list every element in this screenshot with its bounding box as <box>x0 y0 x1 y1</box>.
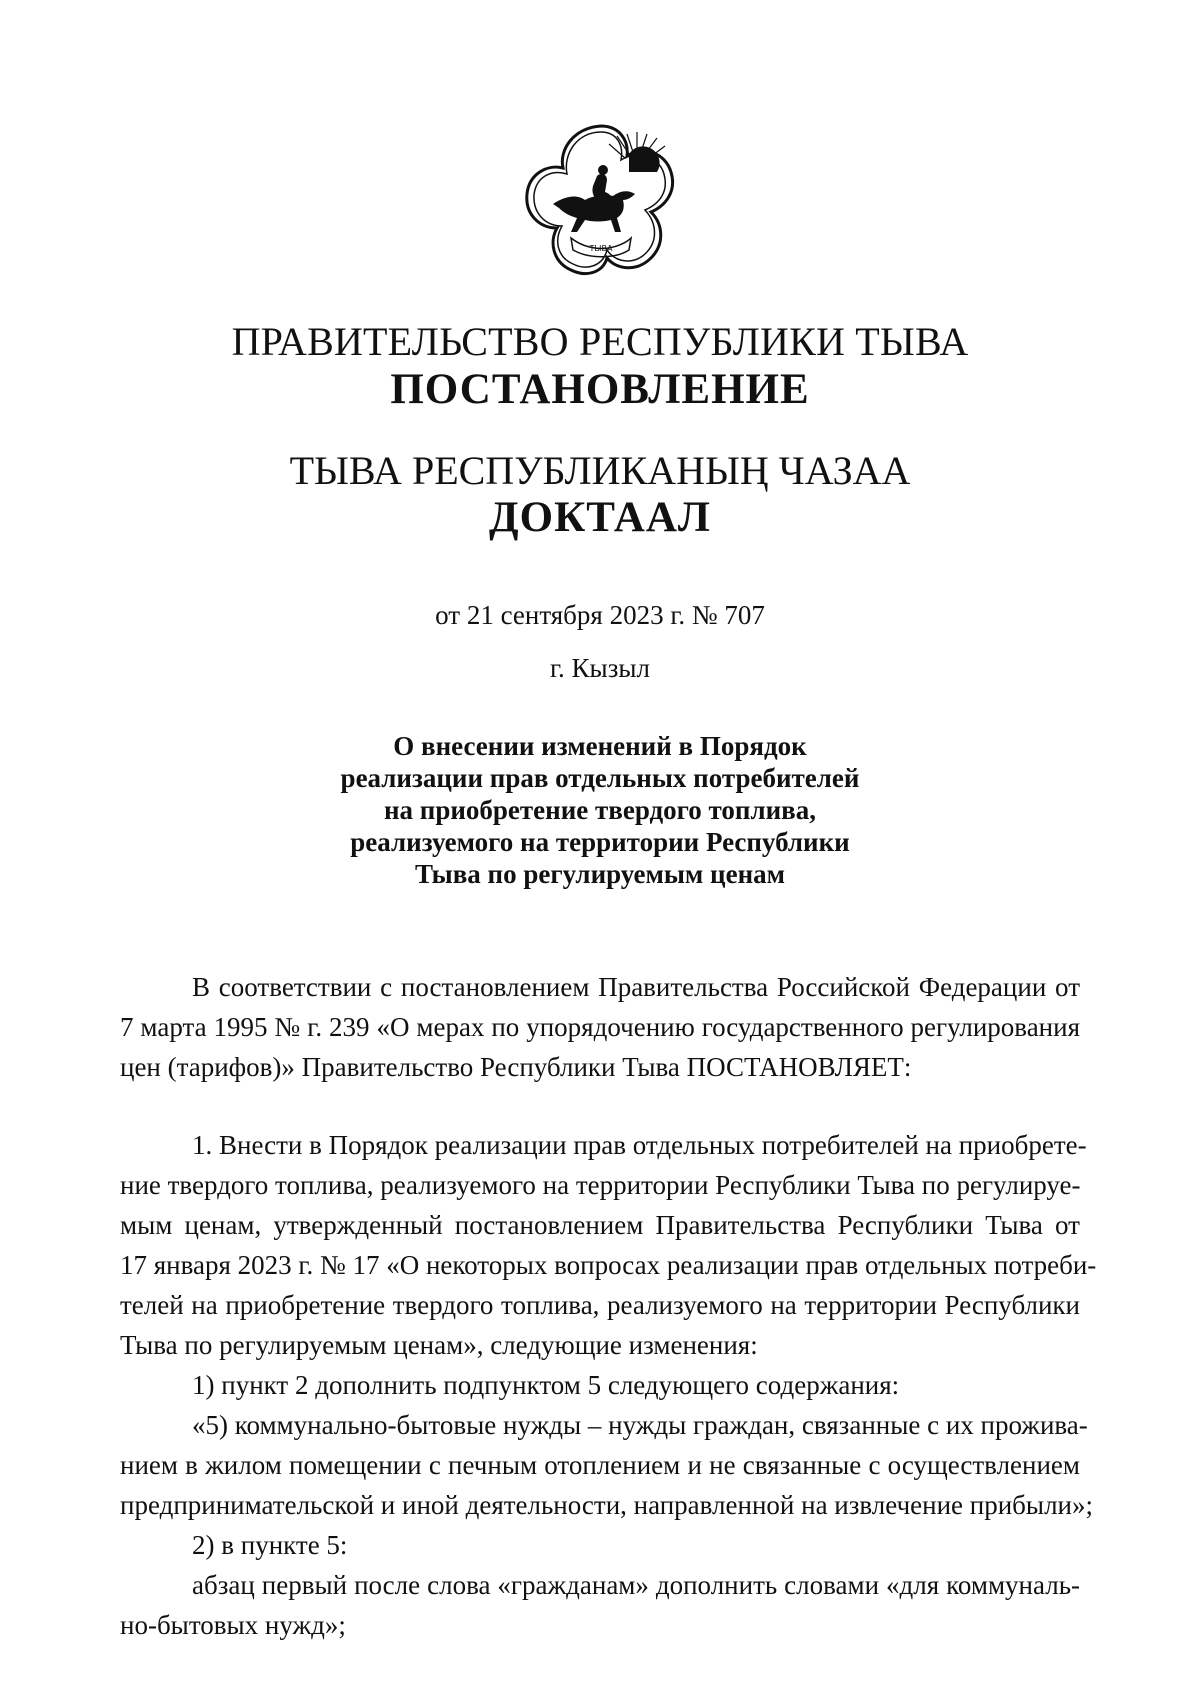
subitem1-heading: 1) пункт 2 дополнить подпунктом 5 следующего содержания: <box>192 1370 900 1400</box>
document-date-number: от 21 сентября 2023 г. № 707 <box>435 600 765 630</box>
subitem1-line: «5) коммунально-бытовые нужды – нужды граждан, связанные с их прожива- <box>192 1410 1088 1440</box>
subject-line: реализации прав отдельных потребителей <box>340 763 860 793</box>
subject-line: Тыва по регулируемым ценам <box>414 859 786 889</box>
svg-text:ТЫВА: ТЫВА <box>589 244 613 253</box>
item1-line: Тыва по регулируемым ценам», следующие изменения: <box>120 1330 758 1360</box>
document-city: г. Кызыл <box>550 653 650 683</box>
document-subject <box>300 730 900 890</box>
subject-line: О внесении изменений в Порядок <box>393 731 807 761</box>
subject-line: на приобретение твердого топлива, <box>383 795 816 825</box>
item1-line: 17 января 2023 г. № 17 «О некоторых вопросах реализации прав отдельных потреби- <box>120 1250 1097 1280</box>
preamble-line: 7 марта 1995 № г. 239 «О мерах по упорядочению государственного регулирования <box>120 1012 1080 1042</box>
item1-line: 1. Внести в Порядок реализации прав отдельных потребителей на приобрете- <box>192 1130 1087 1160</box>
subject-line: реализуемого на территории Республики <box>350 827 850 857</box>
government-name-ru: ПРАВИТЕЛЬСТВО РЕСПУБЛИКИ ТЫВА <box>231 319 969 364</box>
preamble-line: цен (тарифов)» Правительство Республики Тыва ПОСТАНОВЛЯЕТ: <box>120 1052 912 1082</box>
preamble-line: В соответствии с постановлением Правительства Российской Федерации от <box>192 972 1080 1002</box>
government-name-tyv: ТЫВА РЕСПУБЛИКАНЫҢ ЧАЗАА <box>289 448 911 493</box>
subitem2-line: абзац первый после слова «гражданам» дополнить словами «для коммуналь- <box>192 1570 1080 1600</box>
document-type-ru: ПОСТАНОВЛЕНИЕ <box>390 366 810 413</box>
subitem1-line: нием в жилом помещении с печным отоплением и не связанные с осуществлением <box>120 1450 1080 1480</box>
subitem1-line: предпринимательской и иной деятельности, направленной на извлечение прибыли»; <box>120 1490 1093 1520</box>
document-type-tyv: ДОКТААЛ <box>489 494 711 541</box>
tuva-coat-of-arms-icon <box>519 120 683 280</box>
item1-line: телей на приобретение твердого топлива, реализуемого на территории Республики <box>120 1290 1080 1320</box>
subitem2-line: но-бытовых нужд»; <box>120 1610 346 1640</box>
subitem2-heading: 2) в пункте 5: <box>192 1530 348 1560</box>
item1-line: мым ценам, утвержденный постановлением Правительства Республики Тыва от <box>120 1210 1080 1240</box>
document-body <box>120 967 1097 1645</box>
item1-line: ние твердого топлива, реализуемого на территории Республики Тыва по регулируе- <box>120 1170 1081 1200</box>
